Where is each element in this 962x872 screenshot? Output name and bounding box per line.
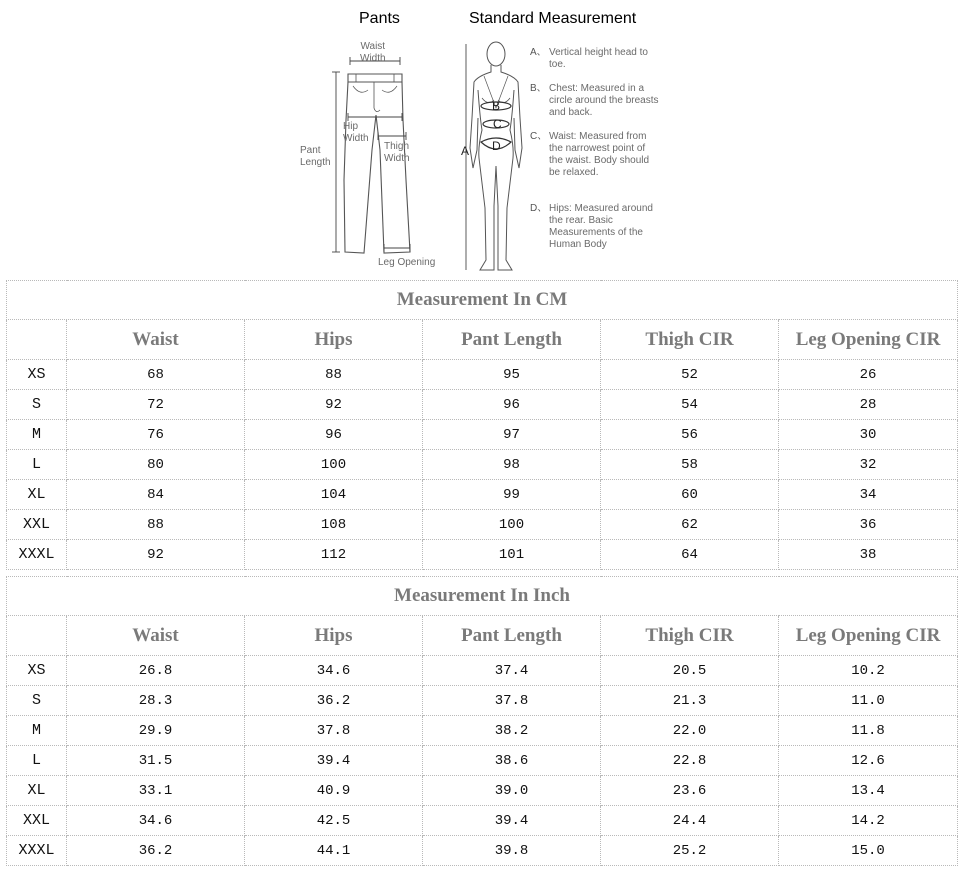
note-b: B、 Chest: Measured in a circle around the breasts and back. bbox=[530, 83, 659, 118]
measurement-cell: 11.8 bbox=[779, 716, 958, 746]
table-row bbox=[7, 510, 958, 540]
size-label: XL bbox=[7, 776, 67, 806]
measurement-cell: 100 bbox=[423, 510, 601, 540]
measurement-cell: 15.0 bbox=[779, 836, 958, 866]
measurement-cell: 20.5 bbox=[601, 656, 779, 686]
measurement-cell: 38 bbox=[779, 540, 958, 570]
table-row bbox=[7, 390, 958, 420]
measurement-cell: 36 bbox=[779, 510, 958, 540]
measurement-cell: 97 bbox=[423, 420, 601, 450]
size-label: S bbox=[7, 390, 67, 420]
hip-width-label: Hip Width bbox=[343, 121, 369, 144]
marker-c: C bbox=[493, 117, 502, 131]
size-label: M bbox=[7, 716, 67, 746]
measurement-cell: 68 bbox=[67, 360, 245, 390]
measurement-cell: 100 bbox=[245, 450, 423, 480]
measurement-cell: 44.1 bbox=[245, 836, 423, 866]
table-row bbox=[7, 420, 958, 450]
note-d: D、 Hips: Measured around the rear. Basic Measurements of the Human Body bbox=[530, 203, 653, 250]
measurement-cell: 42.5 bbox=[245, 806, 423, 836]
measurement-cell: 22.8 bbox=[601, 746, 779, 776]
measurement-cell: 31.5 bbox=[67, 746, 245, 776]
measurement-cell: 112 bbox=[245, 540, 423, 570]
table-caption: Measurement In CM bbox=[7, 281, 958, 320]
measurement-cell: 95 bbox=[423, 360, 601, 390]
standard-measurement-title: Standard Measurement bbox=[469, 10, 637, 27]
measurement-cell: 52 bbox=[601, 360, 779, 390]
body-illustration bbox=[464, 38, 530, 276]
size-label: XS bbox=[7, 360, 67, 390]
measurement-cell: 28 bbox=[779, 390, 958, 420]
measurement-cell: 101 bbox=[423, 540, 601, 570]
measurement-cell: 38.2 bbox=[423, 716, 601, 746]
marker-d: D bbox=[492, 139, 501, 153]
size-label: S bbox=[7, 686, 67, 716]
size-label: L bbox=[7, 450, 67, 480]
pant-length-label: Pant Length bbox=[300, 145, 331, 168]
marker-b: B bbox=[492, 99, 501, 113]
column-header: Leg Opening CIR bbox=[779, 320, 958, 360]
measurement-cell: 58 bbox=[601, 450, 779, 480]
inch-size-table bbox=[6, 576, 958, 866]
measurement-cell: 56 bbox=[601, 420, 779, 450]
measurement-cell: 39.4 bbox=[245, 746, 423, 776]
measurement-cell: 26 bbox=[779, 360, 958, 390]
measurement-cell: 30 bbox=[779, 420, 958, 450]
leg-opening-label: Leg Opening bbox=[378, 257, 436, 268]
measurement-cell: 12.6 bbox=[779, 746, 958, 776]
column-header: Pant Length bbox=[423, 320, 601, 360]
size-label: L bbox=[7, 746, 67, 776]
table-row bbox=[7, 480, 958, 510]
measurement-cell: 36.2 bbox=[67, 836, 245, 866]
measurement-cell: 104 bbox=[245, 480, 423, 510]
measurement-cell: 76 bbox=[67, 420, 245, 450]
measurement-cell: 38.6 bbox=[423, 746, 601, 776]
measurement-cell: 37.4 bbox=[423, 656, 601, 686]
measurement-cell: 28.3 bbox=[67, 686, 245, 716]
table-row bbox=[7, 806, 958, 836]
table-row bbox=[7, 776, 958, 806]
cm-size-table bbox=[6, 280, 958, 570]
size-label: XS bbox=[7, 656, 67, 686]
measurement-diagram bbox=[0, 0, 962, 278]
column-header: Hips bbox=[245, 320, 423, 360]
measurement-cell: 34 bbox=[779, 480, 958, 510]
size-label: XXXL bbox=[7, 836, 67, 866]
measurement-cell: 84 bbox=[67, 480, 245, 510]
measurement-cell: 32 bbox=[779, 450, 958, 480]
column-header: Leg Opening CIR bbox=[779, 616, 958, 656]
measurement-cell: 60 bbox=[601, 480, 779, 510]
size-column-header bbox=[7, 320, 67, 360]
measurement-cell: 22.0 bbox=[601, 716, 779, 746]
measurement-cell: 37.8 bbox=[423, 686, 601, 716]
measurement-cell: 80 bbox=[67, 450, 245, 480]
table-row bbox=[7, 836, 958, 866]
measurement-cell: 25.2 bbox=[601, 836, 779, 866]
measurement-cell: 54 bbox=[601, 390, 779, 420]
thigh-width-label: Thigh Width bbox=[384, 141, 410, 164]
measurement-cell: 11.0 bbox=[779, 686, 958, 716]
table-row bbox=[7, 540, 958, 570]
size-label: XL bbox=[7, 480, 67, 510]
measurement-cell: 96 bbox=[423, 390, 601, 420]
measurement-cell: 96 bbox=[245, 420, 423, 450]
measurement-cell: 40.9 bbox=[245, 776, 423, 806]
measurement-cell: 39.4 bbox=[423, 806, 601, 836]
size-label: M bbox=[7, 420, 67, 450]
measurement-cell: 14.2 bbox=[779, 806, 958, 836]
measurement-cell: 64 bbox=[601, 540, 779, 570]
column-header: Pant Length bbox=[423, 616, 601, 656]
size-label: XXL bbox=[7, 510, 67, 540]
table-row bbox=[7, 686, 958, 716]
measurement-cell: 62 bbox=[601, 510, 779, 540]
measurement-cell: 88 bbox=[245, 360, 423, 390]
table-header-row bbox=[7, 320, 958, 360]
measurement-cell: 36.2 bbox=[245, 686, 423, 716]
measurement-cell: 34.6 bbox=[245, 656, 423, 686]
column-header: Waist bbox=[67, 320, 245, 360]
measurement-cell: 108 bbox=[245, 510, 423, 540]
measurement-cell: 39.8 bbox=[423, 836, 601, 866]
column-header: Waist bbox=[67, 616, 245, 656]
measurement-cell: 33.1 bbox=[67, 776, 245, 806]
size-label: XXL bbox=[7, 806, 67, 836]
table-row bbox=[7, 450, 958, 480]
measurement-cell: 39.0 bbox=[423, 776, 601, 806]
pants-title: Pants bbox=[359, 10, 400, 27]
table-caption: Measurement In Inch bbox=[7, 577, 958, 616]
marker-a: A bbox=[461, 144, 470, 158]
measurement-cell: 37.8 bbox=[245, 716, 423, 746]
measurement-cell: 92 bbox=[67, 540, 245, 570]
table-row bbox=[7, 656, 958, 686]
measurement-cell: 10.2 bbox=[779, 656, 958, 686]
size-label: XXXL bbox=[7, 540, 67, 570]
measurement-cell: 72 bbox=[67, 390, 245, 420]
size-column-header bbox=[7, 616, 67, 656]
measurement-cell: 88 bbox=[67, 510, 245, 540]
waist-width-label: Waist Width bbox=[360, 41, 386, 64]
measurement-cell: 29.9 bbox=[67, 716, 245, 746]
table-row bbox=[7, 746, 958, 776]
measurement-cell: 23.6 bbox=[601, 776, 779, 806]
measurement-cell: 26.8 bbox=[67, 656, 245, 686]
column-header: Thigh CIR bbox=[601, 320, 779, 360]
table-row bbox=[7, 716, 958, 746]
measurement-cell: 92 bbox=[245, 390, 423, 420]
measurement-cell: 98 bbox=[423, 450, 601, 480]
note-c: C、 Waist: Measured from the narrowest point of the waist. Body should be relaxed. bbox=[530, 131, 650, 178]
measurement-cell: 34.6 bbox=[67, 806, 245, 836]
table-header-row bbox=[7, 616, 958, 656]
measurement-cell: 21.3 bbox=[601, 686, 779, 716]
measurement-cell: 13.4 bbox=[779, 776, 958, 806]
note-a: A、 Vertical height head to toe. bbox=[530, 47, 648, 70]
column-header: Thigh CIR bbox=[601, 616, 779, 656]
measurement-cell: 99 bbox=[423, 480, 601, 510]
measurement-cell: 24.4 bbox=[601, 806, 779, 836]
table-row bbox=[7, 360, 958, 390]
column-header: Hips bbox=[245, 616, 423, 656]
